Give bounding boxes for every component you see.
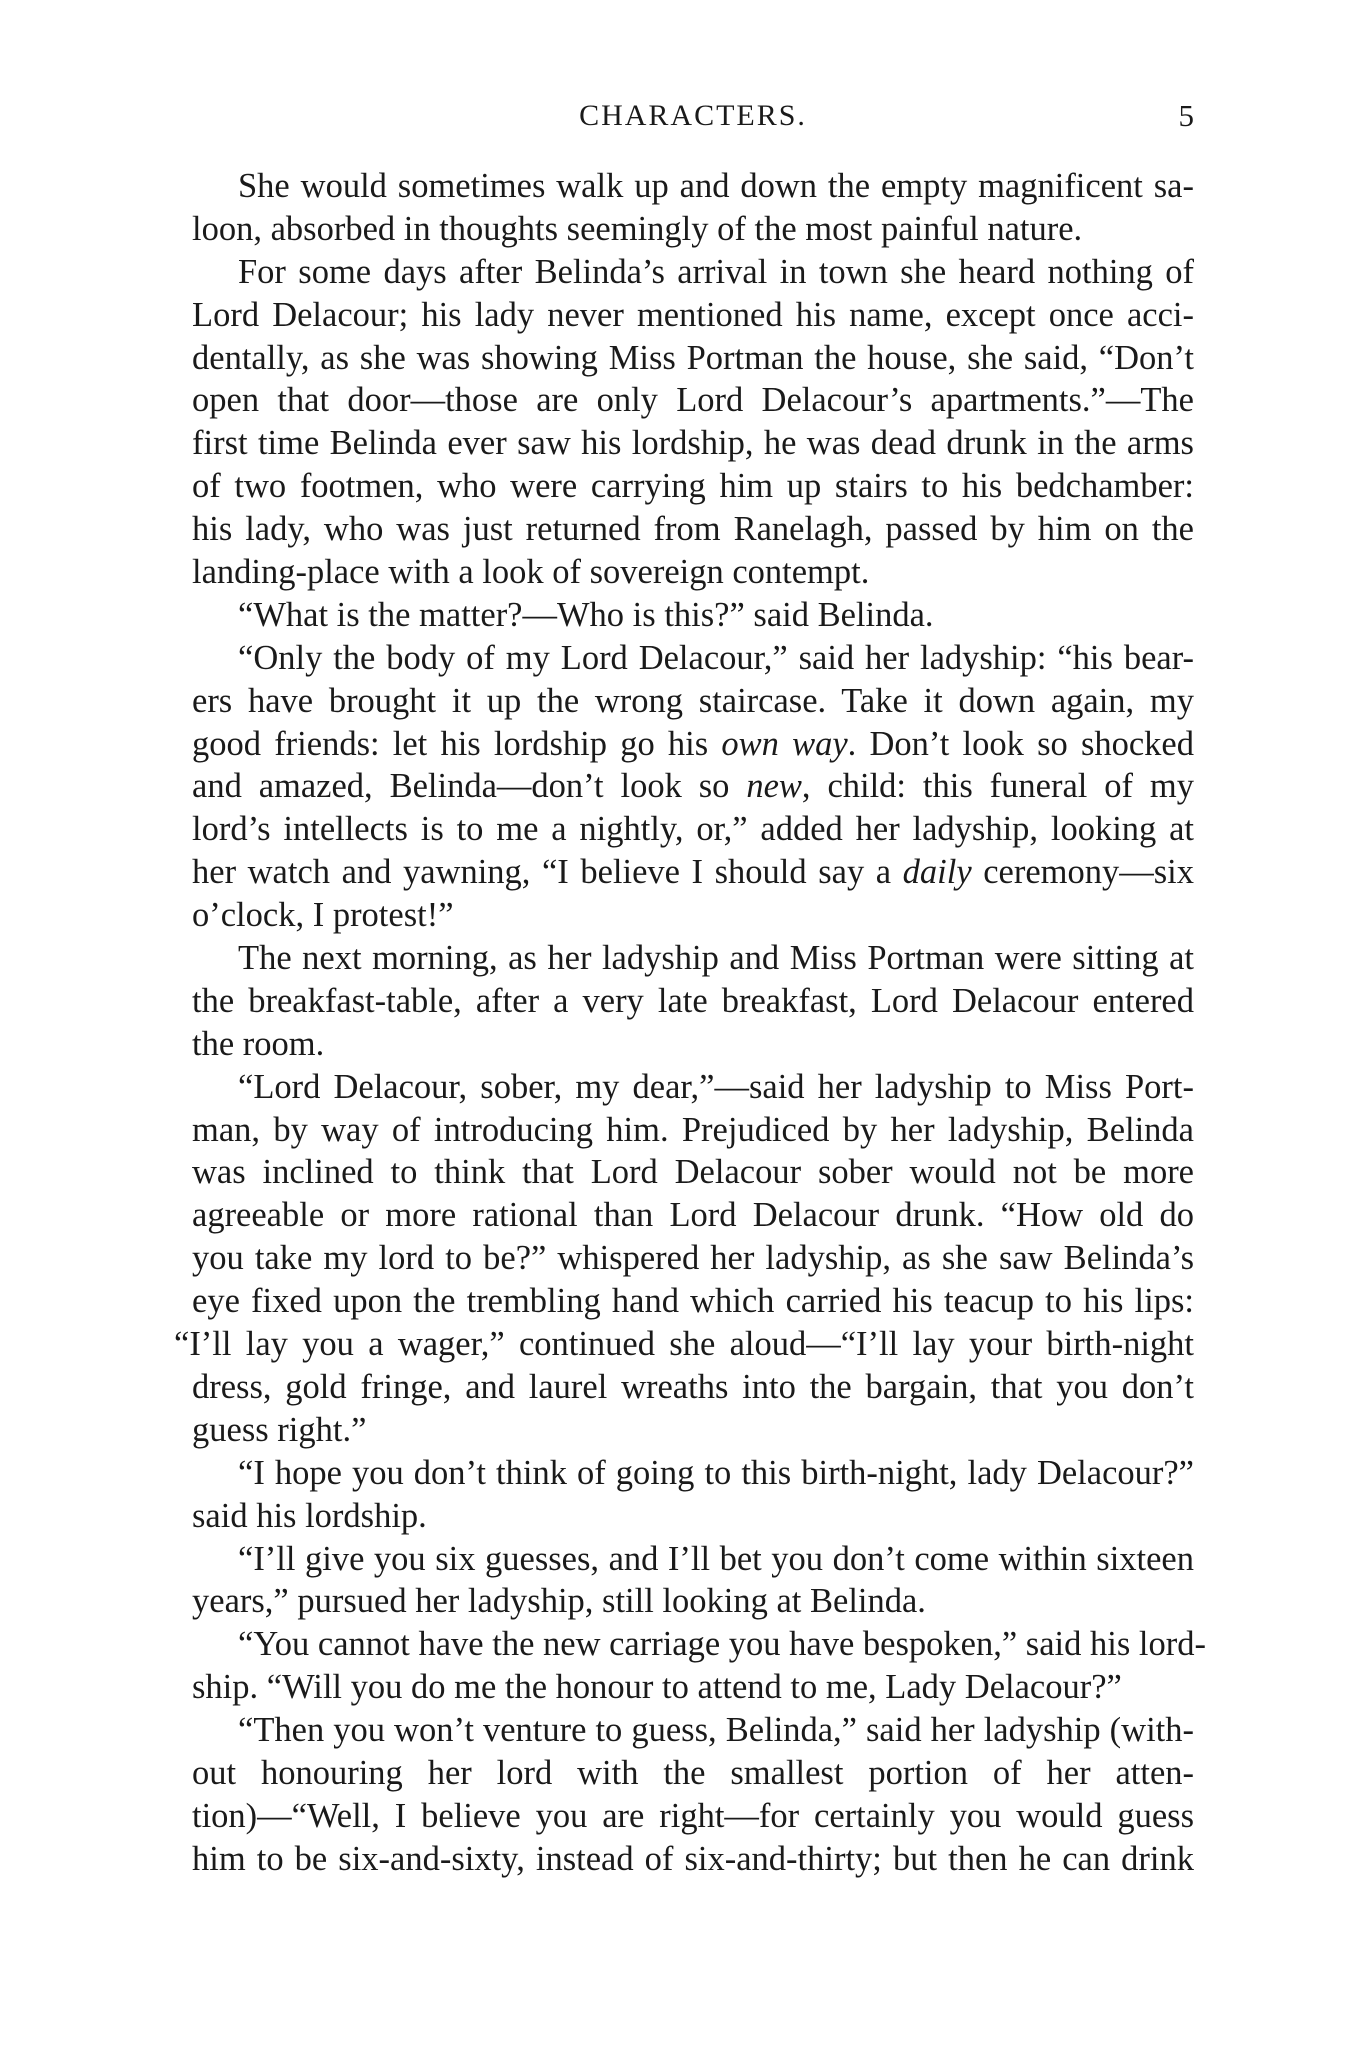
text-line: “I’ll lay you a wager,” continued she aloud—“I’ll lay your birth-night [174, 1325, 1194, 1364]
text-line: loon, absorbed in thoughts seemingly of the most painful nature. [192, 209, 1083, 248]
text-line: She would sometimes walk up and down the empty magnificent sa- [238, 167, 1194, 205]
text-line: first time Belinda ever saw his lordship, he was dead drunk in the arms [192, 424, 1194, 463]
text-segment: ceremony—six [971, 853, 1194, 892]
text-line: dress, gold fringe, and laurel wreaths into the bargain, that you don’t [192, 1367, 1194, 1406]
text-line [192, 765, 1194, 808]
text-line: Lord Delacour; his lady never mentioned his name, except once acci- [192, 295, 1194, 334]
body-text [174, 165, 1206, 1881]
text-line: For some days after Belinda’s arrival in town she heard nothing of [238, 252, 1194, 291]
text-line: “Only the body of my Lord Delacour,” said her ladyship: “his bear- [238, 638, 1194, 677]
italic-text: own way [721, 724, 848, 763]
text-line: the room. [192, 1024, 325, 1063]
text-line: of two footmen, who were carrying him up stairs to his bedchamber: [192, 467, 1194, 506]
text-line: open that door—those are only Lord Delacour’s apartments.”—The [192, 381, 1194, 420]
text-line: “Lord Delacour, sober, my dear,”—said her ladyship to Miss Port- [238, 1067, 1194, 1106]
text-segment: her watch and yawning, “I believe I should say a [192, 853, 903, 892]
text-line: said his lordship. [192, 1496, 427, 1535]
text-segment: and amazed, Belinda—don’t look so [192, 767, 747, 806]
text-line: out honouring her lord with the smallest portion of her atten- [192, 1753, 1194, 1792]
text-line: The next morning, as her ladyship and Miss Portman were sitting at [238, 939, 1194, 978]
text-line: landing-place with a look of sovereign contempt. [192, 553, 870, 592]
text-line: agreeable or more rational than Lord Delacour drunk. “How old do [192, 1196, 1194, 1235]
text-line: you take my lord to be?” whispered her ladyship, as she saw Belinda’s [192, 1239, 1194, 1278]
text-line [192, 851, 1194, 894]
text-line: eye fixed upon the trembling hand which carried his teacup to his lips: [192, 1282, 1194, 1321]
text-line: him to be six-and-sixty, instead of six-and-thirty; but then he can drink [192, 1839, 1194, 1878]
text-line: “I hope you don’t think of going to this birth-night, lady Delacour?” [238, 1453, 1194, 1492]
italic-text: new [746, 767, 802, 806]
text-line: o’clock, I protest!” [192, 896, 454, 935]
text-line: “You cannot have the new carriage you have bespoken,” said his lord- [238, 1625, 1206, 1664]
text-segment: , child: this funeral of my [801, 767, 1194, 806]
text-line [192, 723, 1194, 766]
running-head: CHARACTERS. [579, 99, 807, 132]
text-line: his lady, who was just returned from Ranelagh, passed by him on the [192, 510, 1194, 549]
text-segment: . Don’t look so shocked [847, 724, 1194, 763]
text-segment: good friends: let his lordship go his [192, 724, 722, 763]
text-line: years,” pursued her ladyship, still looking at Belinda. [192, 1582, 926, 1621]
text-line: “I’ll give you six guesses, and I’ll bet you don’t come within sixteen [238, 1539, 1194, 1578]
text-line: dentally, as she was showing Miss Portman the house, she said, “Don’t [192, 338, 1194, 377]
text-line: ers have brought it up the wrong staircase. Take it down again, my [192, 681, 1194, 720]
text-line: “What is the matter?—Who is this?” said Belinda. [238, 595, 934, 634]
page-number: 5 [1178, 98, 1194, 133]
text-line: lord’s intellects is to me a nightly, or,” added her ladyship, looking at [192, 810, 1194, 849]
italic-text: daily [902, 853, 972, 892]
text-line: guess right.” [192, 1410, 367, 1449]
text-line: tion)—“Well, I believe you are right—for certainly you would guess [192, 1796, 1194, 1835]
text-line: man, by way of introducing him. Prejudiced by her ladyship, Belinda [192, 1110, 1194, 1149]
text-line: “Then you won’t venture to guess, Belinda,” said her ladyship (with- [238, 1711, 1194, 1750]
text-line: ship. “Will you do me the honour to attend to me, Lady Delacour?” [192, 1668, 1122, 1707]
page-header [192, 96, 1194, 136]
text-line: was inclined to think that Lord Delacour sober would not be more [192, 1153, 1194, 1192]
text-line: the breakfast-table, after a very late breakfast, Lord Delacour entered [192, 981, 1194, 1020]
